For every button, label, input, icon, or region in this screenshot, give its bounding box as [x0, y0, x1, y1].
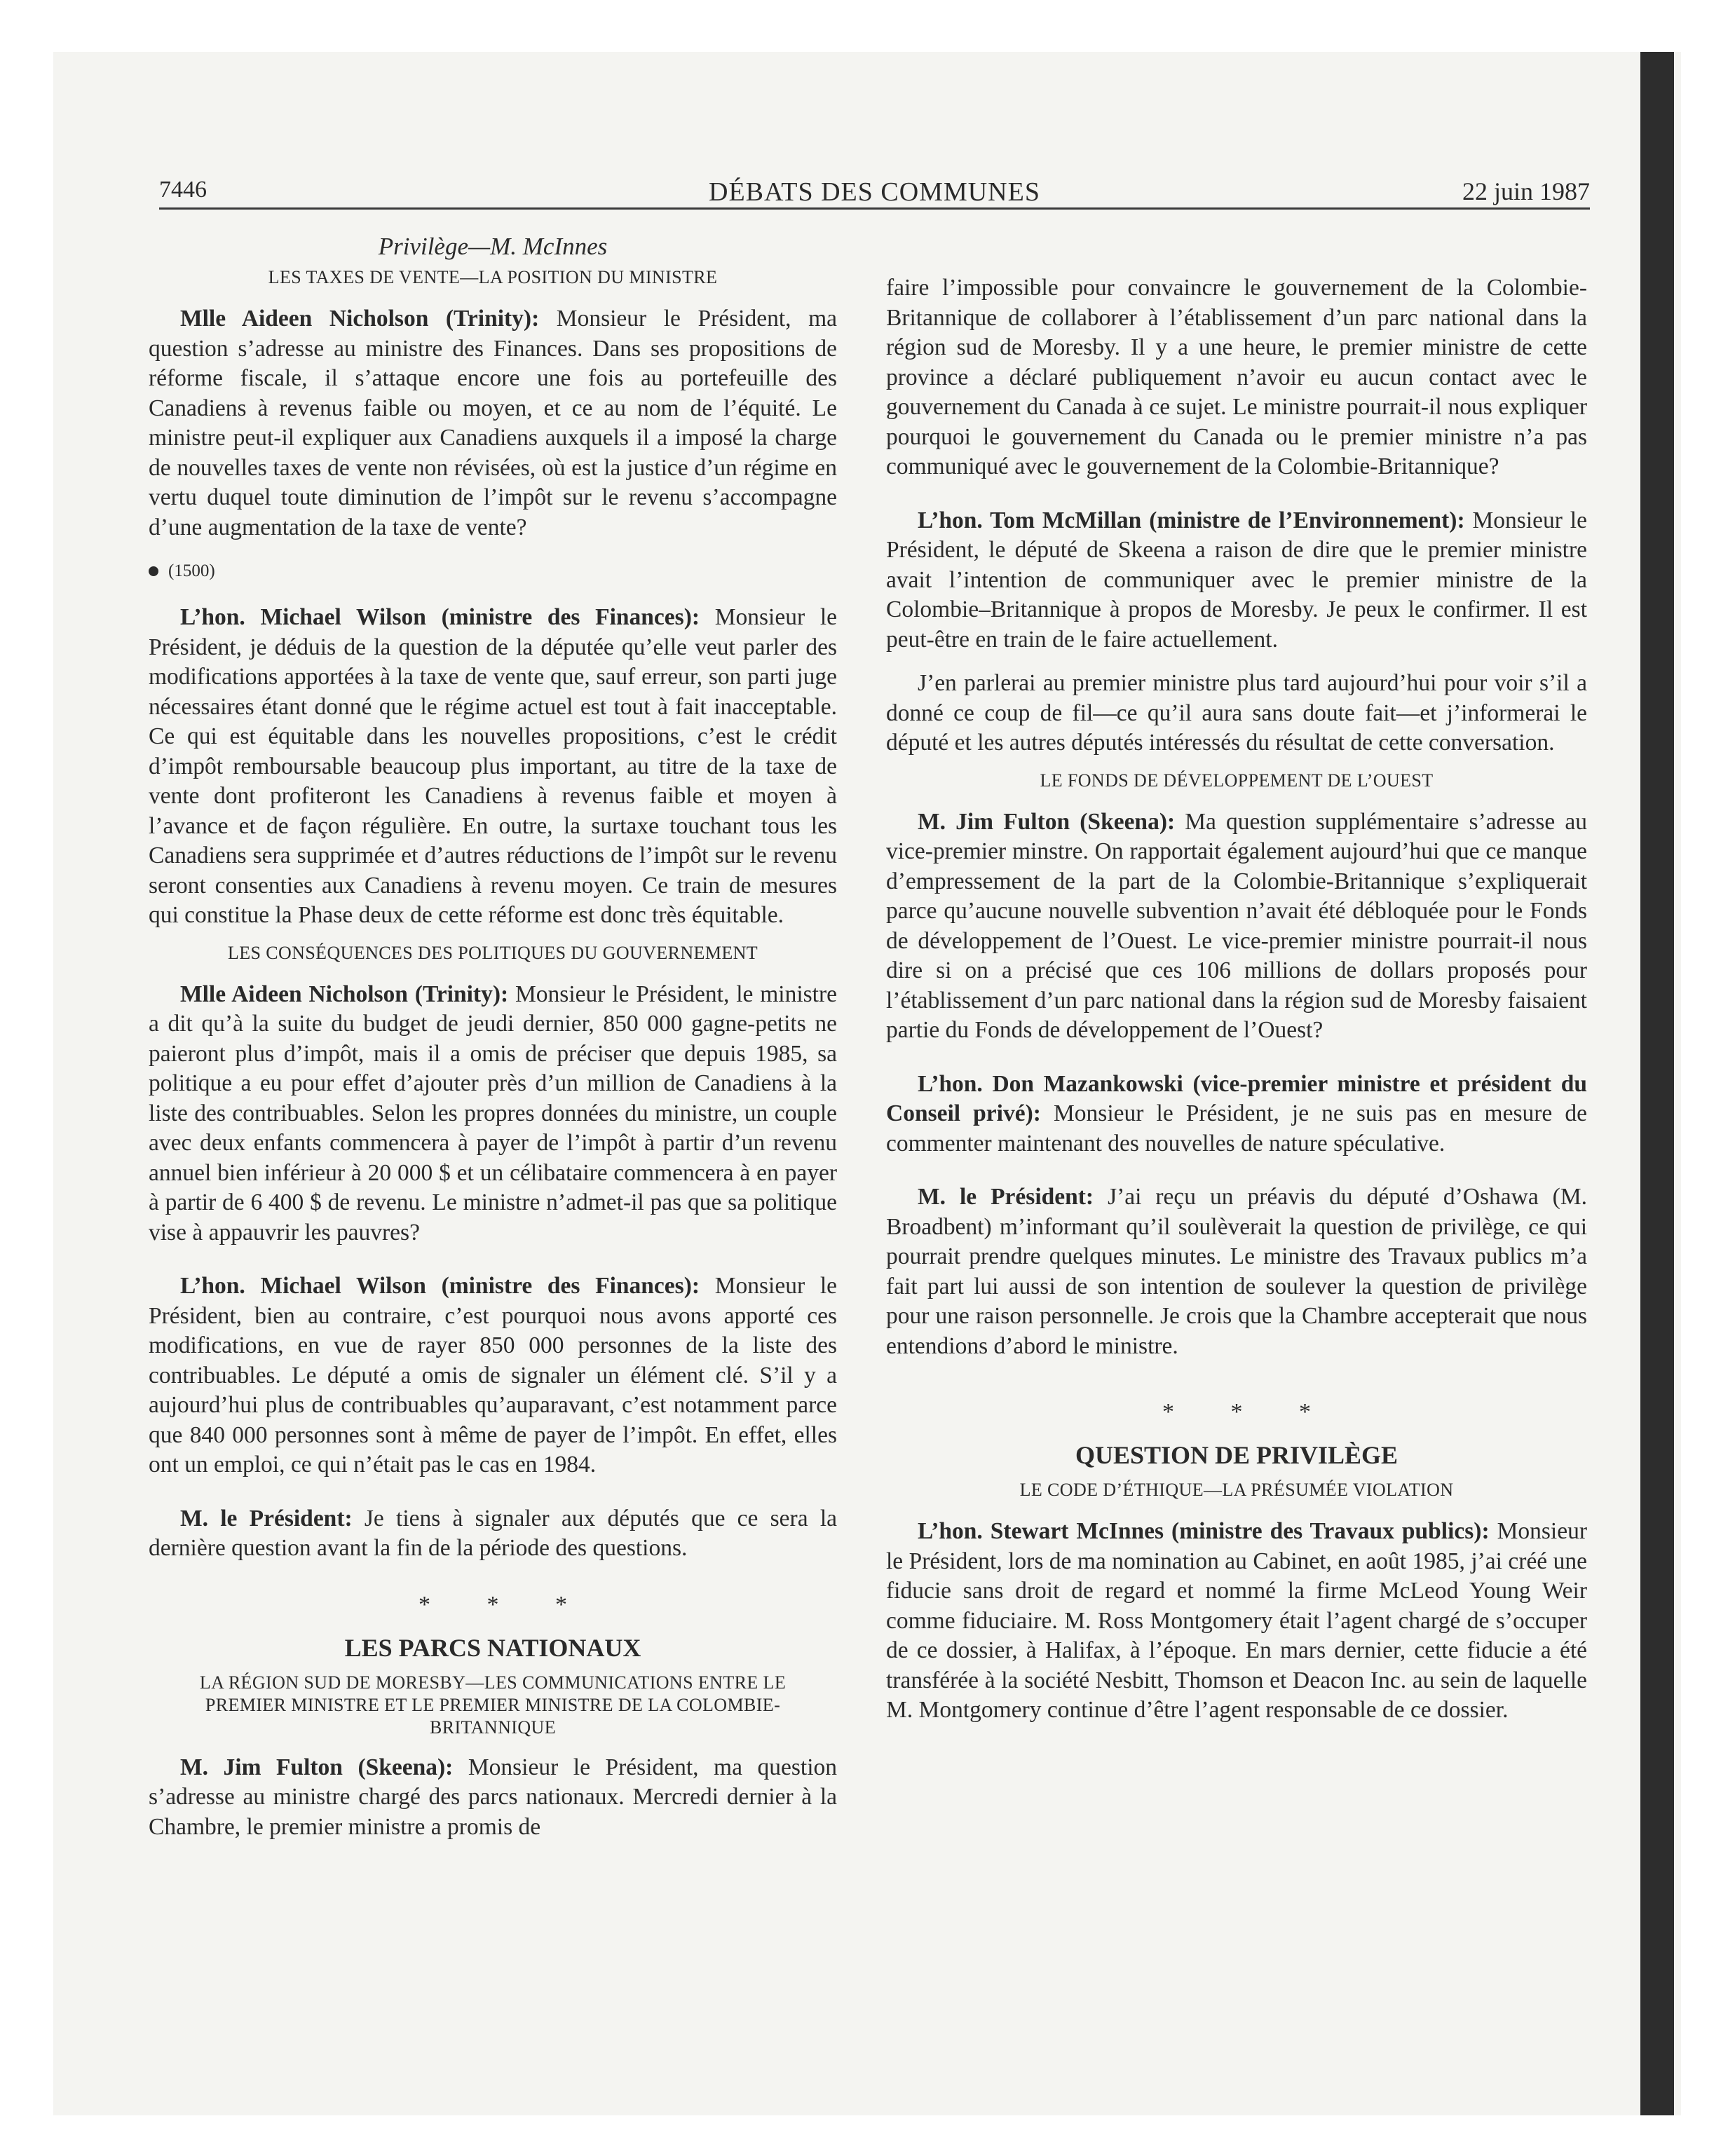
paragraph: [886, 1070, 1587, 1159]
subheading-ethics-code: LE CODE D’ÉTHIQUE—LA PRÉSUMÉE VIOLATION: [1019, 1480, 1454, 1500]
speaker: L’hon. Michael Wilson (ministre des Finances):: [180, 1273, 700, 1299]
paragraph: [149, 1753, 837, 1843]
speaker: Mlle Aideen Nicholson (Trinity):: [180, 981, 509, 1007]
speaker: L’hon. Michael Wilson (ministre des Finances):: [180, 604, 700, 630]
paragraph: [149, 1504, 837, 1564]
subheading-moresby: LA RÉGION SUD DE MORESBY—LES COMMUNICATIONS ENTRE LE PREMIER MINISTRE ET LE PREMIER MINISTRE DE LA COLOMBIE-BRITANNIQUE: [199, 1672, 787, 1738]
paragraph: [149, 980, 837, 1248]
paragraph-text: Monsieur le Président, je déduis de la question de la députée qu’elle veut parler des modifications apportées à la taxe de vente que, sauf erreur, son parti juge nécessaires étant donné que le régime actuel est tout à fait inacceptable. Ce qui est équitable dans les nouvelles propositions, c’est le crédit d’impôt remboursable beaucoup plus important, au titre de la taxe de vente dont profiteront les Canadiens à revenus faible et moyen à l’avance et de façon régulière. En outre, la surtaxe touchant tous les Canadiens sera supprimée et d’autres réductions de l’impôt sur le revenu seront consenties aux Canadiens à revenu moyen. Ce train de mesures qui constitue la Phase deux de cette réforme est donc très équitable.: [149, 604, 837, 928]
page-date: 22 juin 1987: [1462, 177, 1590, 205]
running-heading: Privilège—M. McInnes: [378, 233, 608, 260]
paragraph: [886, 669, 1587, 758]
paragraph: [149, 603, 837, 931]
paragraph: [149, 304, 837, 543]
scan-edge: [1640, 52, 1674, 2115]
paragraph: [149, 1271, 837, 1480]
section-separator: * * *: [1162, 1399, 1336, 1425]
section-separator: * * *: [419, 1591, 592, 1618]
paragraph-text: Monsieur le Président, ma question s’adresse au ministre des Finances. Dans ses propositions de réforme fiscale, il s’attaque encore une fois au portefeuille des Canadiens à revenus faible ou moyen, et ce au nom de l’équité. Le ministre peut-il expliquer aux Canadiens auxquels il a imposé la charge de nouvelles taxes de vente non révisées, où est la justice d’un régime en vertu duquel toute diminution de l’impôt sur le revenu s’accompagne d’une augmentation de la taxe de vente?: [149, 306, 838, 540]
speaker: L’hon. Tom McMillan (ministre de l’Environnement):: [918, 507, 1465, 533]
paragraph: [886, 273, 1587, 482]
page-header: [159, 177, 1590, 212]
paragraph: [886, 506, 1587, 655]
paragraph-text: J’en parlerai au premier ministre plus tard aujourd’hui pour voir s’il a donné ce coup de fil—ce qu’il aura sans doute fait—et j’informerai le député et les autres députés intéressés du résultat de cette conversation.: [886, 670, 1587, 756]
paragraph: [886, 807, 1587, 1046]
speaker: M. Jim Fulton (Skeena):: [180, 1754, 454, 1780]
paragraph-text: Monsieur le Président, le député de Skeena a raison de dire que le premier ministre avait l’intention de communiquer avec le premier ministre de la Colombie–Britannique à propos de Moresby. Je peux le confirmer. Il est peut-être en train de le faire actuellement.: [886, 507, 1587, 653]
time-marker: [149, 561, 837, 582]
header-rule: [159, 207, 1590, 210]
paragraph-text: Monsieur le Président, lors de ma nomination au Cabinet, en août 1985, j’ai créé une fiducie sans droit de regard et nommé la firme McLeod Young Weir comme fiduciaire. M. Ross Montgomery était l’agent chargé de s’occuper de ce dossier, à Halifax, à l’époque. En mars dernier, cette fiducie a été transférée à la société Nesbitt, Thomson et Deacon Inc. au sein de laquelle M. Montgomery continue d’être l’agent responsable de ce dossier.: [886, 1518, 1588, 1723]
speaker: L’hon. Don Mazankowski (vice-premier ministre et président du Conseil privé):: [886, 1070, 1587, 1126]
time-label: (1500): [168, 561, 215, 580]
publication-title: DÉBATS DES COMMUNES: [709, 177, 1040, 207]
paragraph-text: Ma question supplémentaire s’adresse au vice-premier minstre. On rapportait également aujourd’hui que ce manque d’empressement de la part de la Colombie-Britannique s’expliquerait parce qu’aucune nouvelle subvention n’avait été débloquée pour le Fonds de développement de l’Ouest. Le vice-premier ministre pourrait-il nous dire si on a précisé que ces 106 millions de dollars proposés pour l’établissement d’un parc national dans la région sud de Moresby faisaient partie du Fonds de développement de l’Ouest?: [886, 808, 1587, 1043]
paragraph-text: Monsieur le Président, ma question s’adresse au ministre chargé des parcs nationaux. Mercredi dernier à la Chambre, le premier ministre a promis de: [149, 1754, 838, 1840]
paragraph-text: faire l’impossible pour convaincre le gouvernement de la Colombie-Britannique de collaborer à l’établissement d’un parc national dans la région sud de Moresby. Il y a une heure, le premier ministre de cette province a déclaré publiquement n’avoir eu aucun contact avec le gouvernement du Canada à ce sujet. Le ministre pourrait-il nous expliquer pourquoi le gouvernement du Canada ou le premier ministre n’a pas communiqué avec le gouvernement de la Colombie-Britannique?: [886, 275, 1587, 479]
paragraph-text: J’ai reçu un préavis du député d’Oshawa (M. Broadbent) m’informant qu’il soulèverait la question de privilège, ce qui pourrait prendre quelques minutes. Le ministre des Travaux publics m’a fait part lui aussi de son intention de soulever la question de privilège pour une raison personnelle. Je crois que la Chambre accepterait que nous entendions d’abord le ministre.: [886, 1184, 1587, 1359]
subheading-western-fund: LE FONDS DE DÉVELOPPEMENT DE L’OUEST: [1040, 770, 1434, 791]
speaker: L’hon. Stewart McInnes (ministre des Travaux publics):: [918, 1518, 1490, 1544]
bullet-icon: [149, 566, 158, 576]
page-number: 7446: [159, 177, 207, 203]
subheading-consequences: LES CONSÉQUENCES DES POLITIQUES DU GOUVERNEMENT: [227, 942, 758, 963]
speaker: M. Jim Fulton (Skeena):: [918, 808, 1176, 835]
paragraph-text: Monsieur le Président, bien au contraire, c’est pourquoi nous avons apporté ces modifications, en vue de rayer 850 000 personnes de la liste des contribuables. Le député a omis de signaler un élément clé. S’il y a aujourd’hui plus de contribuables qu’auparavant, c’est notamment parce que 840 000 personnes sont à même de payer de l’impôt. En effet, elles ont un emploi, ce qui n’était pas le cas en 1984.: [149, 1273, 837, 1478]
speaker: M. le Président:: [918, 1184, 1094, 1210]
speaker: M. le Président:: [180, 1505, 353, 1531]
paragraph-text: Je tiens à signaler aux députés que ce sera la dernière question avant la fin de la période des questions.: [149, 1505, 837, 1561]
section-title-national-parks: LES PARCS NATIONAUX: [344, 1633, 641, 1662]
paragraph: [886, 1182, 1587, 1361]
paragraph-text: Monsieur le Président, le ministre a dit qu’à la suite du budget de jeudi dernier, 850 000 gagne-petits ne paieront plus d’impôt, mais il a omis de préciser que depuis 1985, sa politique a eu pour effet d’ajouter près d’un million de Canadiens à la liste des contribuables. Selon les propres données du ministre, un couple avec deux enfants commencera à payer de l’impôt à partir d’un revenu annuel bien inférieur à 20 000 $ et un célibataire commencera à en payer à partir de 6 400 $ de revenu. Le ministre n’admet-il pas que sa politique vise à appauvrir les pauvres?: [149, 981, 838, 1246]
paragraph-text: Monsieur le Président, je ne suis pas en mesure de commenter maintenant des nouvelles de nature spéculative.: [886, 1100, 1587, 1157]
section-title-privilege: QUESTION DE PRIVILÈGE: [1075, 1441, 1399, 1469]
right-column: [886, 273, 1587, 1726]
left-column: [149, 231, 837, 1842]
speaker: Mlle Aideen Nicholson (Trinity):: [180, 306, 540, 332]
subheading-sales-tax: LES TAXES DE VENTE—LA POSITION DU MINISTRE: [268, 267, 718, 287]
paragraph: [886, 1517, 1587, 1726]
